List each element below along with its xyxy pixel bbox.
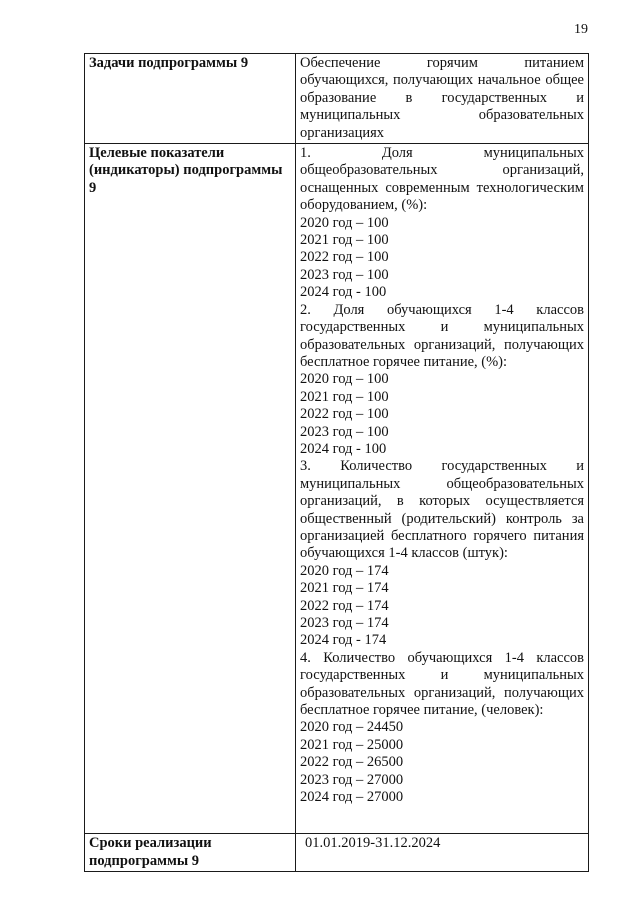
tasks-text: Обеспечение горячим питанием обучающихся, получающих начальное общее образование в государственных и муниципальных образовательных организациях	[296, 54, 589, 144]
indicator-value: 2023 год – 100	[300, 423, 389, 440]
indicator-value: 2020 год – 100	[300, 371, 389, 388]
indicator-value: 2021 год – 174	[300, 580, 389, 597]
indicator-value: 2020 год – 24450	[300, 719, 404, 736]
page-number: 19	[574, 22, 588, 37]
indicators-label: Целевые показатели (индикаторы) подпрограммы 9	[85, 144, 296, 834]
indicator-value: 2020 год – 174	[300, 562, 389, 579]
indicator-value: 2024 год – 27000	[300, 789, 404, 806]
indicator-title: 4. Количество обучающихся 1-4 классов государственных и муниципальных образовательных организаций, получающих бесплатное горячее питание, (человек):	[300, 649, 584, 719]
indicator-value: 2024 год - 100	[300, 440, 387, 457]
subprogram-passport-table	[84, 53, 589, 872]
table-row-indicators	[85, 144, 589, 834]
indicator-value: 2021 год – 25000	[300, 736, 404, 753]
indicator-value: 2023 год – 174	[300, 615, 389, 631]
terms-label: Сроки реализации подпрограммы 9	[85, 834, 296, 872]
indicator-item-4	[300, 650, 584, 807]
indicator-title: 3. Количество государственных и муниципальных общеобразовательных организаций, в которых осуществляется общественный (родительский) контроль за организацией бесплатного горячего питания обучающихся 1-4 классов (штук):	[300, 458, 584, 562]
indicator-value: 2021 год – 100	[300, 388, 389, 405]
indicator-value: 2023 год – 27000	[300, 771, 404, 788]
indicator-item-1	[300, 145, 584, 302]
table-row-tasks	[85, 54, 589, 144]
indicator-value: 2022 год – 100	[300, 406, 389, 423]
tasks-label: Задачи подпрограммы 9	[85, 54, 296, 144]
indicator-value: 2023 год – 100	[300, 266, 389, 283]
indicator-value: 2022 год – 174	[300, 597, 389, 614]
indicator-title: 1. Доля муниципальных общеобразовательных организаций, оснащенных современным технологическим оборудованием, (%):	[300, 145, 584, 214]
indicator-value: 2024 год - 174	[300, 632, 387, 649]
indicators-list	[296, 144, 589, 834]
indicator-value: 2021 год – 100	[300, 232, 389, 249]
indicator-value: 2022 год – 100	[300, 249, 389, 266]
indicator-item-3	[300, 458, 584, 649]
indicator-value: 2024 год - 100	[300, 284, 387, 301]
indicator-value: 2020 год – 100	[300, 214, 389, 231]
indicator-title: 2. Доля обучающихся 1-4 классов государственных и муниципальных образовательных организаций, получающих бесплатное горячее питание, (%):	[300, 301, 584, 370]
terms-text: 01.01.2019-31.12.2024	[296, 834, 589, 872]
indicator-item-2	[300, 302, 584, 459]
table-row-terms	[85, 834, 589, 872]
indicator-value: 2022 год – 26500	[300, 754, 404, 771]
